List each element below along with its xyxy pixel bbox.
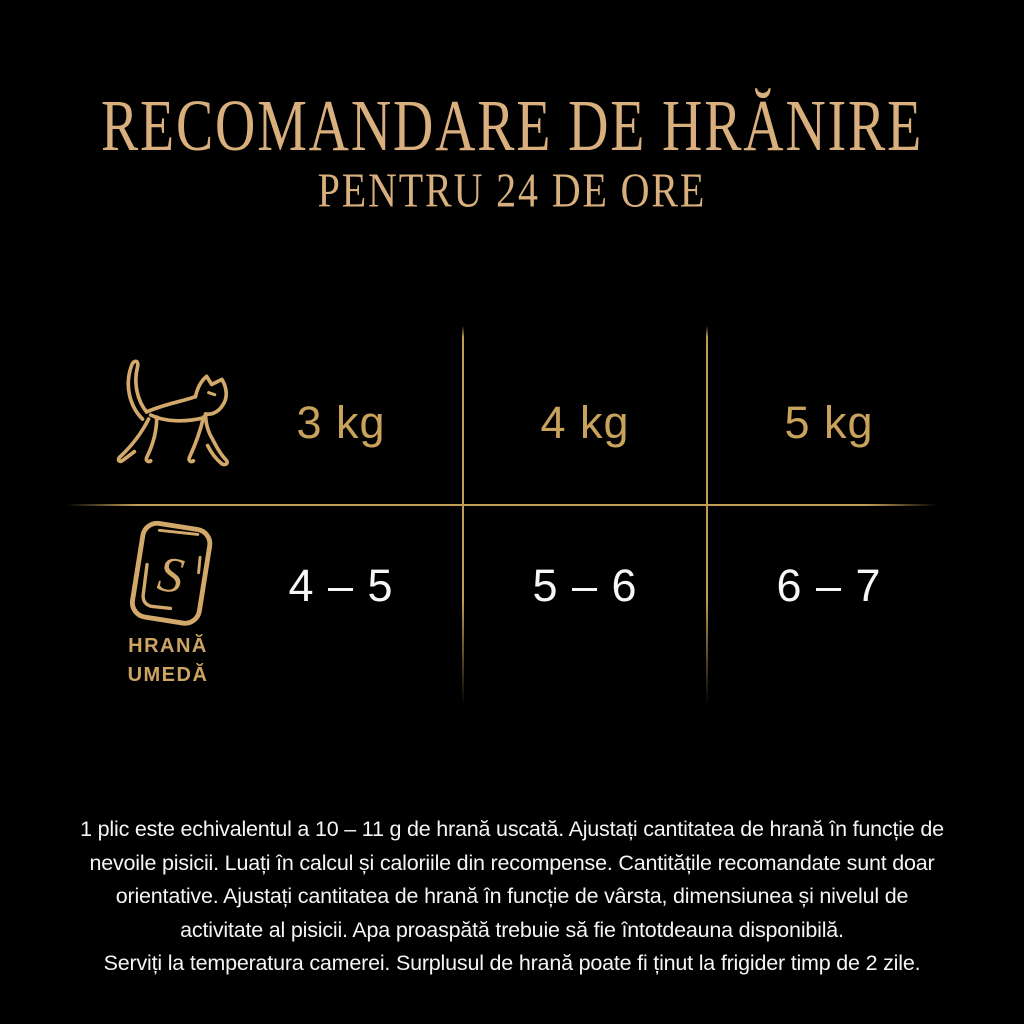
page-subtitle: PENTRU 24 DE ORE	[317, 165, 707, 218]
column-divider-1	[462, 326, 464, 706]
wet-food-pouch-icon	[118, 518, 222, 634]
feeding-notes-line-4: activitate al pisicii. Apa proaspătă trebuie să fie întotdeauna disponibilă.	[180, 917, 844, 942]
column-divider-2	[706, 326, 708, 706]
feeding-notes-line-2: nevoile pisicii. Luați în calcul și caloriile din recompense. Cantitățile recomandate sunt doar	[89, 850, 935, 875]
wet-food-label-line-2: UMEDĂ	[127, 664, 209, 686]
feeding-notes	[0, 813, 1024, 981]
cat-icon	[104, 356, 238, 474]
page-title: RECOMANDARE DE HRĂNIRE	[100, 85, 924, 166]
weight-column-4kg: 4 kg	[540, 397, 630, 448]
pouch-letter: S	[154, 544, 188, 605]
weight-column-3kg: 3 kg	[296, 397, 386, 448]
pouches-for-3kg: 4 – 5	[288, 560, 394, 611]
wet-food-label-line-1: HRANĂ	[128, 635, 208, 657]
row-divider	[66, 504, 938, 506]
feeding-notes-line-1: 1 plic este echivalentul a 10 – 11 g de hrană uscată. Ajustați cantitatea de hrană în funcție de	[80, 817, 944, 841]
pouches-for-5kg: 6 – 7	[776, 560, 882, 611]
feeding-notes-line-3: orientative. Ajustați cantitatea de hrană în funcție de vârsta, dimensiunea și nivelul de	[115, 884, 909, 908]
header	[0, 84, 1024, 166]
subheader	[0, 164, 1024, 218]
weight-column-5kg: 5 kg	[784, 397, 874, 448]
pouches-for-4kg: 5 – 6	[532, 560, 638, 611]
wet-food-label	[100, 632, 236, 690]
feeding-notes-line-5: Serviți la temperatura camerei. Surplusul de hrană poate fi ținut la frigider timp de 2 zile.	[103, 951, 921, 975]
